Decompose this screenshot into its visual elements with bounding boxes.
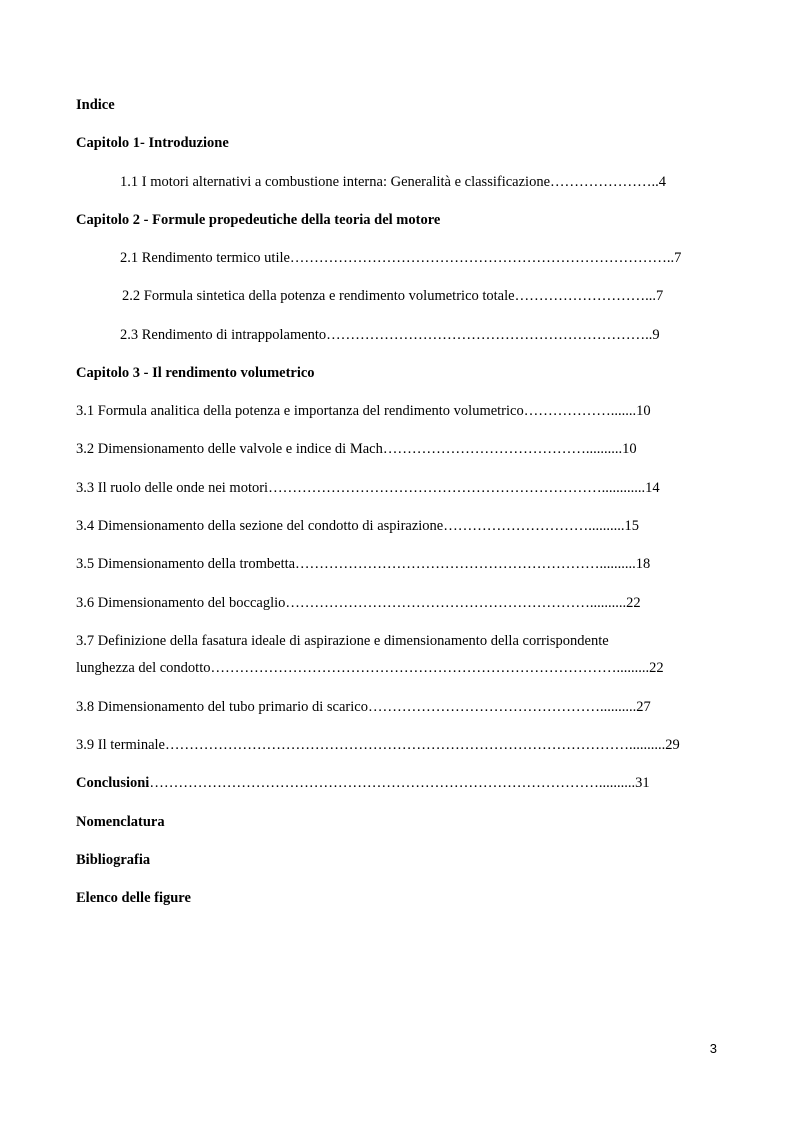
- toc-entry-3-9: 3.9 Il terminale……………………………………………………………………………………..........29: [76, 737, 680, 753]
- toc-entry-2-2: 2.2 Formula sintetica della potenza e rendimento volumetrico totale………………………...7: [122, 288, 664, 304]
- conclusioni-label: Conclusioni: [76, 775, 150, 791]
- toc-entry-3-8: 3.8 Dimensionamento del tubo primario di scarico…………………………………………..........27: [76, 699, 651, 715]
- toc-entry-3-5: 3.5 Dimensionamento della trombetta………………………………………………………..........18: [76, 556, 651, 572]
- toc-nomenclatura: Nomenclatura: [76, 814, 165, 830]
- toc-entry-2-1: 2.1 Rendimento termico utile……………………………………………………………………..7: [120, 250, 682, 266]
- toc-entry-1-1: 1.1 I motori alternativi a combustione interna: Generalità e classificazione…………………..4: [120, 174, 667, 190]
- toc-elenco-figure: Elenco delle figure: [76, 890, 191, 906]
- toc-bibliografia: Bibliografia: [76, 852, 151, 868]
- toc-entry-3-1: 3.1 Formula analitica della potenza e importanza del rendimento volumetrico……………….......10: [76, 403, 651, 419]
- toc-entry-3-7-line2: lunghezza del condotto………………………………………………………………………….........22: [76, 660, 664, 676]
- toc-entry-3-4: 3.4 Dimensionamento della sezione del condotto di aspirazione…………………………..........15: [76, 518, 639, 534]
- chapter-2-title: Capitolo 2 - Formule propedeutiche della teoria del motore: [76, 212, 441, 228]
- toc-entry-3-6: 3.6 Dimensionamento del boccaglio………………………………………………………..........22: [76, 595, 641, 611]
- chapter-3-title: Capitolo 3 - Il rendimento volumetrico: [76, 365, 315, 381]
- toc-heading: Indice: [76, 97, 115, 113]
- page-number: 3: [709, 1041, 717, 1056]
- toc-entry-conclusioni: [76, 774, 650, 792]
- toc-entry-3-2: 3.2 Dimensionamento delle valvole e indice di Mach……………………………………..........10: [76, 441, 637, 457]
- chapter-1-title: Capitolo 1- Introduzione: [76, 135, 229, 151]
- toc-entry-3-3: 3.3 Il ruolo delle onde nei motori……………………………………………………………............14: [76, 480, 660, 496]
- conclusioni-leader: …………………………………………………………………………………..........31: [149, 775, 650, 791]
- toc-entry-3-7-line1: 3.7 Definizione della fasatura ideale di aspirazione e dimensionamento della corrispondente: [76, 633, 609, 649]
- toc-entry-2-3: 2.3 Rendimento di intrappolamento…………………………………………………………..9: [120, 327, 660, 343]
